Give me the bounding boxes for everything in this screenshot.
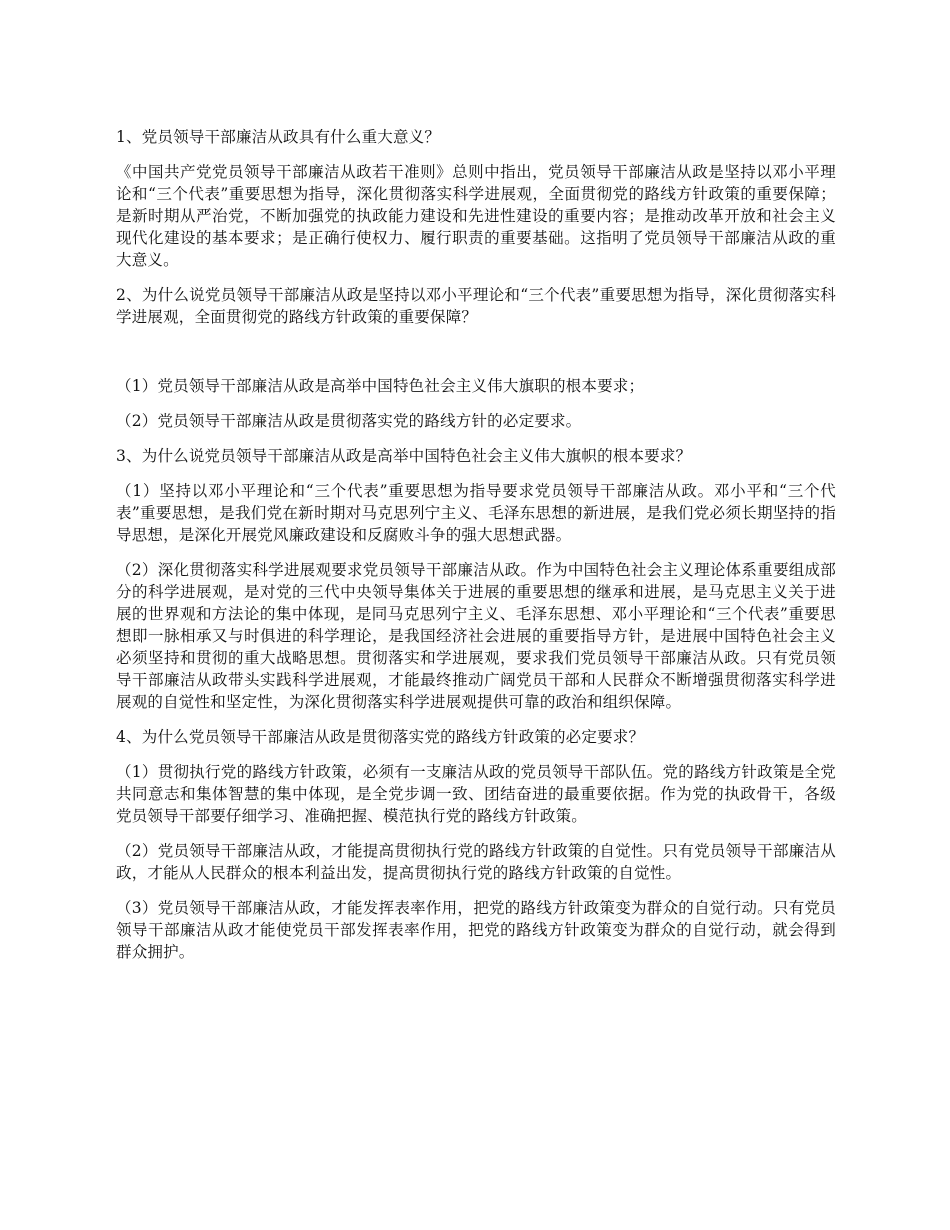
answer-4-item-3: （3）党员领导干部廉洁从政，才能发挥表率作用，把党的路线方针政策变为群众的自觉行动。只有党员领导干部廉洁从政才能使党员干部发挥表率作用，把党的路线方针政策变为群众的自觉行动，就会得到群众拥护。 xyxy=(116,899,836,961)
answer-4-item-1: （1）贯彻执行党的路线方针政策，必须有一支廉洁从政的党员领导干部队伍。党的路线方针政策是全党共同意志和集体智慧的集中体现，是全党步调一致、团结奋进的最重要依据。作为党的执政骨干，各级党员领导干部要仔细学习、准确把握、模范执行党的路线方针政策。 xyxy=(116,763,836,825)
question-1-heading: 1、党员领导干部廉洁从政具有什么重大意义？ xyxy=(116,128,441,146)
answer-2-item-1: （1）党员领导干部廉洁从政是高举中国特色社会主义伟大旗职的根本要求； xyxy=(116,377,645,395)
answer-4-item-2: （2）党员领导干部廉洁从政，才能提高贯彻执行党的路线方针政策的自觉性。只有党员领导干部廉洁从政，才能从人民群众的根本利益出发，提高贯彻执行党的路线方针政策的自觉性。 xyxy=(116,842,836,882)
question-4-heading: 4、为什么党员领导干部廉洁从政是贯彻落实党的路线方针政策的必定要求？ xyxy=(116,728,645,746)
document-page xyxy=(116,126,836,976)
answer-3-item-2: （2）深化贯彻落实科学进展观要求党员领导干部廉洁从政。作为中国特色社会主义理论体系重要组成部分的科学进展观，是对党的三代中央领导集体关于进展的重要思想的继承和进展，是马克思主义关于进展的世界观和方法论的集中体现，是同马克思列宁主义、毛泽东思想、邓小平理论和“三个代表”重要思想即一脉相承又与时俱进的科学理论，是我国经济社会进展的重要指导方针，是进展中国特色社会主义必须坚持和贯彻的重大战略思想。贯彻落实和学进展观，要求我们党员领导干部廉洁从政。只有党员领导干部廉洁从政带头实践科学进展观，才能最终推动广阔党员干部和人民群众不断增强贯彻落实科学进展观的自觉性和坚定性，为深化贯彻落实科学进展观提供可靠的政治和组织保障。 xyxy=(116,561,836,711)
answer-3-item-1: （1）坚持以邓小平理论和“三个代表”重要思想为指导要求党员领导干部廉洁从政。邓小平和“三个代表”重要思想，是我们党在新时期对马克思列宁主义、毛泽东思想的新进展，是我们党必须长期坚持的指导思想，是深化开展党风廉政建设和反腐败斗争的强大思想武器。 xyxy=(116,482,836,544)
answer-1-text: 《中国共产党党员领导干部廉洁从政若干准则》总则中指出，党员领导干部廉洁从政是坚持以邓小平理论和“三个代表”重要思想为指导，深化贯彻落实科学进展观，全面贯彻党的路线方针政策的重要保障；是新时期从严治党，不断加强党的执政能力建设和先进性建设的重要内容；是推动改革开放和社会主义现代化建设的基本要求；是正确行使权力、履行职责的重要基础。这指明了党员领导干部廉洁从政的重大意义。 xyxy=(116,163,836,269)
question-3-heading: 3、为什么说党员领导干部廉洁从政是高举中国特色社会主义伟大旗帜的根本要求？ xyxy=(116,447,692,465)
answer-2-item-2: （2）党员领导干部廉洁从政是贯彻落实党的路线方针的必定要求。 xyxy=(116,412,582,430)
question-2-heading: 2、为什么说党员领导干部廉洁从政是坚持以邓小平理论和“三个代表”重要思想为指导，深化贯彻落实科学进展观，全面贯彻党的路线方针政策的重要保障？ xyxy=(116,286,836,326)
